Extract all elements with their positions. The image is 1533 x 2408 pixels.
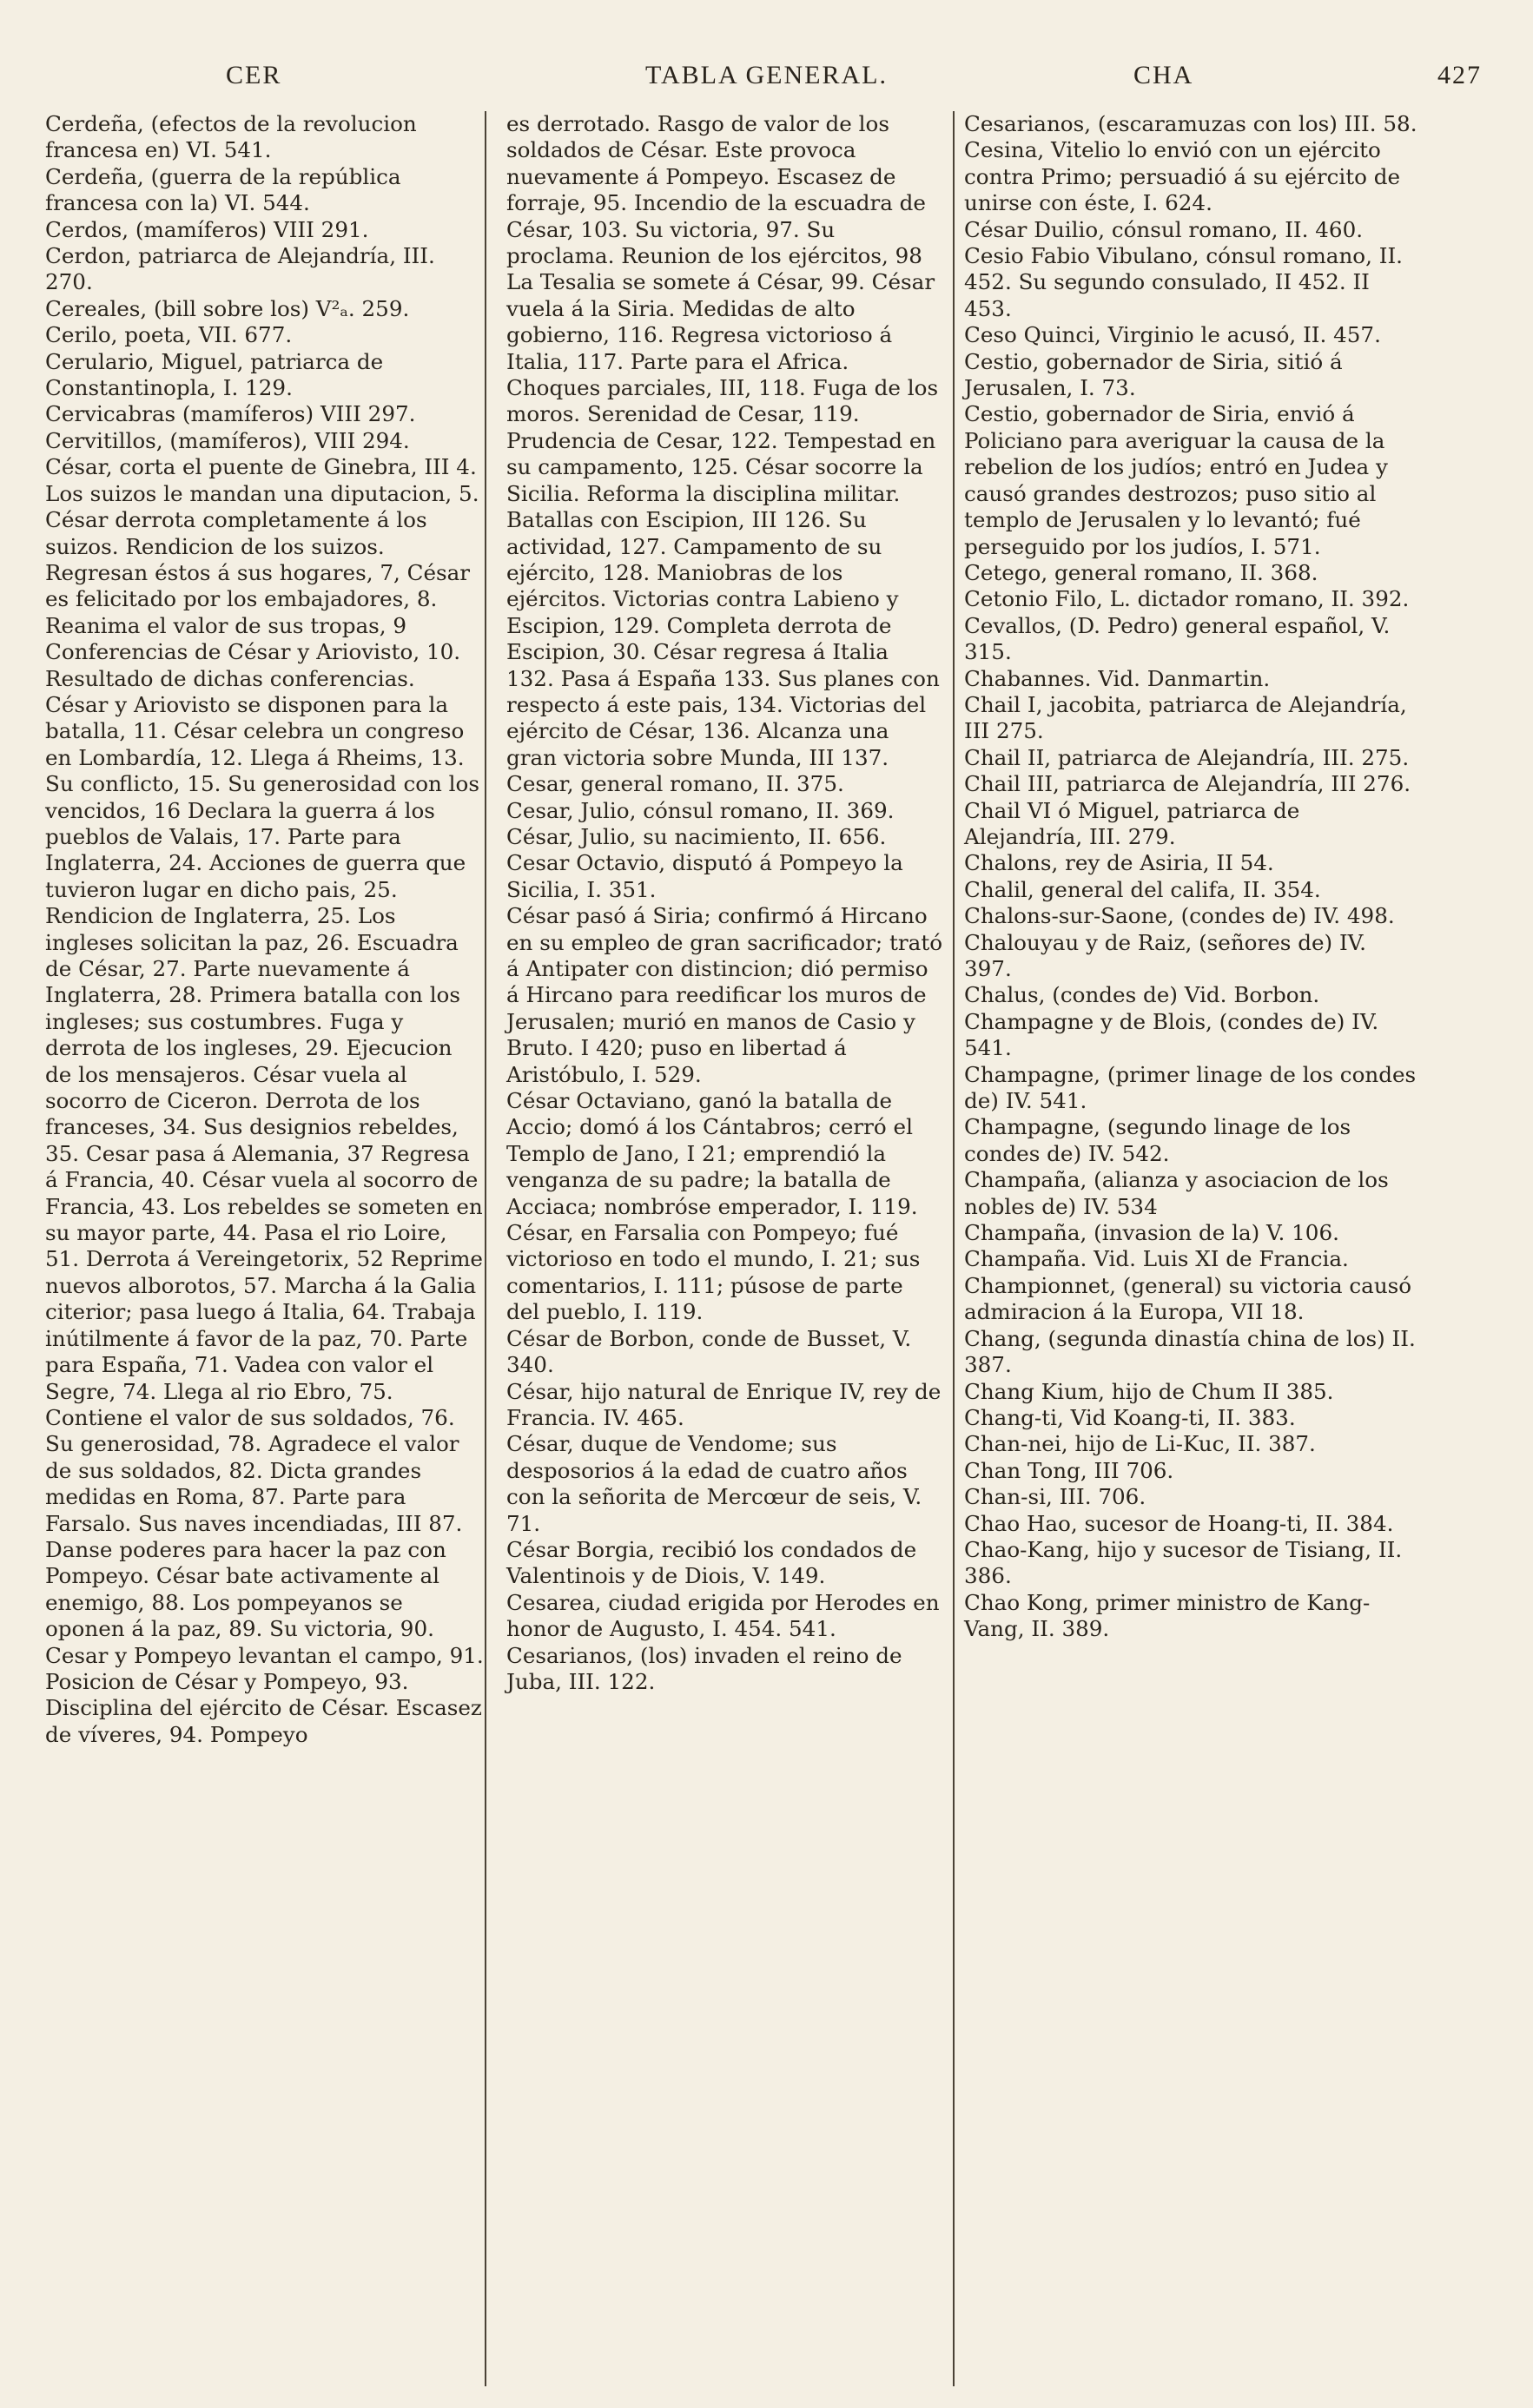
index-entry: Chang, (segunda dinastía china de los) II. 387. [964, 1325, 1416, 1378]
index-entry: César Duilio, cónsul romano, II. 460. [964, 216, 1364, 242]
index-entry: César, Julio, su nacimiento, II. 656. [506, 823, 887, 849]
index-entry: Champagne, (primer linage de los condes de) IV. 541. [964, 1061, 1417, 1114]
index-entry: Cevallos, (D. Pedro) general español, V. 315. [964, 612, 1391, 665]
index-entry: Chalouyau y de Raiz, (señores de) IV. 397. [964, 929, 1366, 981]
index-entry: Champagne y de Blois, (condes de) IV. 541. [964, 1008, 1379, 1061]
header-title: TABLA GENERAL. [645, 61, 888, 89]
index-entry: Cerulario, Miguel, patriarca de Constantinopla, I. 129. [45, 348, 384, 401]
column-divider [953, 111, 955, 2386]
index-entry: Cestio, gobernador de Siria, envió á Policiano para averiguar la causa de la rebelion de los judíos; entró en Judea y causó grandes destrozos; puso sitio al templo de Jerusalen y lo levantó; fué perseguido por los judíos, I. 571. [964, 401, 1388, 559]
index-entry: Chail III, patriarca de Alejandría, III 276. [964, 771, 1411, 797]
index-entry: César Octaviano, ganó la batalla de Accio; domó á los Cántabros; cerró el Templo de Jano, I 21; emprendió la venganza de su padre; la batalla de Acciaca; nombróse emperador, I. 119. [506, 1088, 918, 1219]
index-entry: Ceso Quinci, Virginio le acusó, II. 457. [964, 322, 1381, 348]
index-entry: Cesarea, ciudad erigida por Herodes en honor de Augusto, I. 454. 541. [506, 1589, 940, 1642]
index-entry: Chao Hao, sucesor de Hoang-ti, II. 384. [964, 1510, 1394, 1536]
column-divider [485, 111, 486, 2386]
index-entry: Cesarianos, (los) invaden el reino de Juba, III. 122. [506, 1642, 902, 1694]
index-entry: Chang Kium, hijo de Chum II 385. [964, 1378, 1334, 1404]
index-entry: Chao-Kang, hijo y sucesor de Tisiang, II. 386. [964, 1536, 1403, 1589]
index-entry: Cesio Fabio Vibulano, cónsul romano, II. 452. Su segundo consulado, II 452. II 453. [964, 243, 1403, 321]
index-entry: Chan Tong, III 706. [964, 1457, 1174, 1483]
running-header [0, 61, 1533, 104]
index-entry: César, duque de Vendome; sus desposorios á la edad de cuatro años con la señorita de Mercœur de seis, V. 71. [506, 1431, 922, 1536]
index-entry: Champagne, (segundo linage de los condes de) IV. 542. [964, 1114, 1351, 1166]
index-entry: es derrotado. Rasgo de valor de los soldados de César. Este provoca nuevamente á Pompeyo. Escasez de forraje, 95. Incendio de la escuadra de César, 103. Su victoria, 97. Su proclama. Reunion de los ejércitos, 98 La Tesalia se somete á César, 99. César vuela á la Siria. Medidas de alto gobierno, 116. Regresa victorioso á Italia, 117. Parte para el Africa. Choques parciales, III, 118. Fuga de los moros. Serenidad de Cesar, 119. Prudencia de Cesar, 122. Tempestad en su campamento, 125. César socorre la Sicilia. Reforma la disciplina militar. Batallas con Escipion, III 126. Su actividad, 127. Campamento de su ejército, 128. Maniobras de los ejércitos. Victorias contra Labieno y Escipion, 129. Completa derrota de Escipion, 30. César regresa á Italia 132. Pasa á España 133. Sus planes con respecto á este pais, 134. Victorias del ejército de César, 136. Alcanza una gran victoria sobre Munda, III 137. [506, 111, 940, 770]
index-entry: Cesar, Julio, cónsul romano, II. 369. [506, 797, 895, 823]
index-entry: Chan-si, III. 706. [964, 1484, 1146, 1510]
index-entry: Cetego, general romano, II. 368. [964, 559, 1318, 585]
index-entry: Cesar Octavio, disputó á Pompeyo la Sicilia, I. 351. [506, 850, 903, 902]
header-right-guide-word: CHA [1133, 61, 1194, 89]
index-entry: Cerdos, (mamíferos) VIII 291. [45, 216, 369, 242]
index-entry: César pasó á Siria; confirmó á Hircano en su empleo de gran sacrificador; trató á Antipater con distincion; dió permiso á Hircano para reedificar los muros de Jerusalen; murió en manos de Casio y Bruto. I 420; puso en libertad á Aristóbulo, I. 529. [506, 903, 943, 1087]
index-entry: Cerdeña, (guerra de la república francesa con la) VI. 544. [45, 163, 401, 216]
index-entry: César, en Farsalia con Pompeyo; fué victorioso en todo el mundo, I. 21; sus comentarios, I. 111; púsose de parte del pueblo, I. 119. [506, 1220, 921, 1325]
index-entry: César, corta el puente de Ginebra, III 4. Los suizos le mandan una diputacion, 5. César derrota completamente á los suizos. Rendicion de los suizos. Regresan éstos á sus hogares, 7, César es felicitado por los embajadores, 8. Reanima el valor de sus tropas, 9 Conferencias de César y Ariovisto, 10. Resultado de dichas conferencias. César y Ariovisto se disponen para la batalla, 11. César celebra un congreso en Lombardía, 12. Llega á Rheims, 13. Su conflicto, 15. Su generosidad con los vencidos, 16 Declara la guerra á los pueblos de Valais, 17. Parte para Inglaterra, 24. Acciones de guerra que tuvieron lugar en dicho pais, 25. Rendicion de Inglaterra, 25. Los ingleses solicitan la paz, 26. Escuadra de César, 27. Parte nuevamente á Inglaterra, 28. Primera batalla con los ingleses; sus costumbres. Fuga y derrota de los ingleses, 29. Ejecucion de los mensajeros. César vuela al socorro de Ciceron. Derrota de los franceses, 34. Sus designios rebeldes, 35. Cesar pasa á Alemania, 37 Regresa á Francia, 40. César vuela al socorro de Francia, 43. Los rebeldes se someten en su mayor parte, 44. Pasa el rio Loire, 51. Derrota á Vereingetorix, 52 Reprime nuevos alborotos, 57. Marcha á la Galia citerior; pasa luego á Italia, 64. Trabaja inútilmente á favor de la paz, 70. Parte para España, 71. Vadea con valor el Segre, 74. Llega al rio Ebro, 75. Contiene el valor de sus soldados, 76. Su generosidad, 78. Agradece el valor de sus soldados, 82. Dicta grandes medidas en Roma, 87. Parte para Farsalo. Sus naves incendiadas, III 87. Danse poderes para hacer la paz con Pompeyo. César bate activamente al enemigo, 88. Los pompeyanos se oponen á la paz, 89. Su victoria, 90. Cesar y Pompeyo levantan el campo, 91. Posicion de César y Pompeyo, 93. Disciplina del ejército de César. Escasez de víveres, 94. Pompeyo [45, 454, 484, 1747]
index-entry: Cesina, Vitelio lo envió con un ejército contra Primo; persuadió á su ejército de unirse con éste, I. 624. [964, 137, 1401, 216]
index-entry: Chalil, general del califa, II. 354. [964, 876, 1321, 902]
index-entry: Cesarianos, (escaramuzas con los) III. 58. [964, 111, 1417, 136]
index-entry: Chalons, rey de Asiria, II 54. [964, 850, 1274, 876]
index-entry: Cesar, general romano, II. 375. [506, 771, 844, 797]
index-entry: Championnet, (general) su victoria causó admiracion á la Europa, VII 18. [964, 1272, 1412, 1325]
index-entry: Champaña. Vid. Luis XI de Francia. [964, 1246, 1349, 1272]
index-entry: Cereales, (bill sobre los) V²ₐ. 259. [45, 295, 410, 321]
index-entry: César de Borbon, conde de Busset, V. 340. [506, 1325, 912, 1378]
index-entry: Chalons-sur-Saone, (condes de) IV. 498. [964, 903, 1395, 929]
index-entry: César, hijo natural de Enrique IV, rey de Francia. IV. 465. [506, 1378, 942, 1430]
index-entry: Champaña, (alianza y asociacion de los nobles de) IV. 534 [964, 1167, 1389, 1219]
header-left-guide-word: CER [226, 61, 282, 89]
index-entry: Champaña, (invasion de la) V. 106. [964, 1220, 1339, 1246]
index-entry: Cerdeña, (efectos de la revolucion francesa en) VI. 541. [45, 111, 417, 163]
index-entry: Cervicabras (mamíferos) VIII 297. [45, 401, 416, 427]
index-entry: Chail I, jacobita, patriarca de Alejandría, III 275. [964, 691, 1407, 744]
index-entry: Cetonio Filo, L. dictador romano, II. 392. [964, 586, 1410, 612]
index-column-3 [964, 111, 1418, 1643]
index-entry: Cerdon, patriarca de Alejandría, III. 270. [45, 243, 435, 295]
index-entry: Chail VI ó Miguel, patriarca de Alejandría, III. 279. [964, 797, 1300, 849]
index-entry: Cervitillos, (mamíferos), VIII 294. [45, 427, 410, 453]
index-entry: Chail II, patriarca de Alejandría, III. 275. [964, 744, 1410, 770]
index-entry: Chang-ti, Vid Koang-ti, II. 383. [964, 1404, 1296, 1430]
index-entry: Chao Kong, primer ministro de Kang-Vang, II. 389. [964, 1589, 1371, 1642]
page-number: 427 [1437, 61, 1482, 89]
index-entry: Cerilo, poeta, VII. 677. [45, 322, 293, 348]
index-entry: Cestio, gobernador de Siria, sitió á Jerusalen, I. 73. [964, 348, 1343, 401]
index-entry: Chalus, (condes de) Vid. Borbon. [964, 982, 1320, 1008]
index-entry: Chan-nei, hijo de Li-Kuc, II. 387. [964, 1431, 1316, 1457]
index-entry: César Borgia, recibió los condados de Valentinois y de Diois, V. 149. [506, 1536, 917, 1589]
index-entry: Chabannes. Vid. Danmartin. [964, 665, 1271, 691]
index-column-2 [506, 111, 942, 1695]
index-column-1 [45, 111, 484, 1748]
